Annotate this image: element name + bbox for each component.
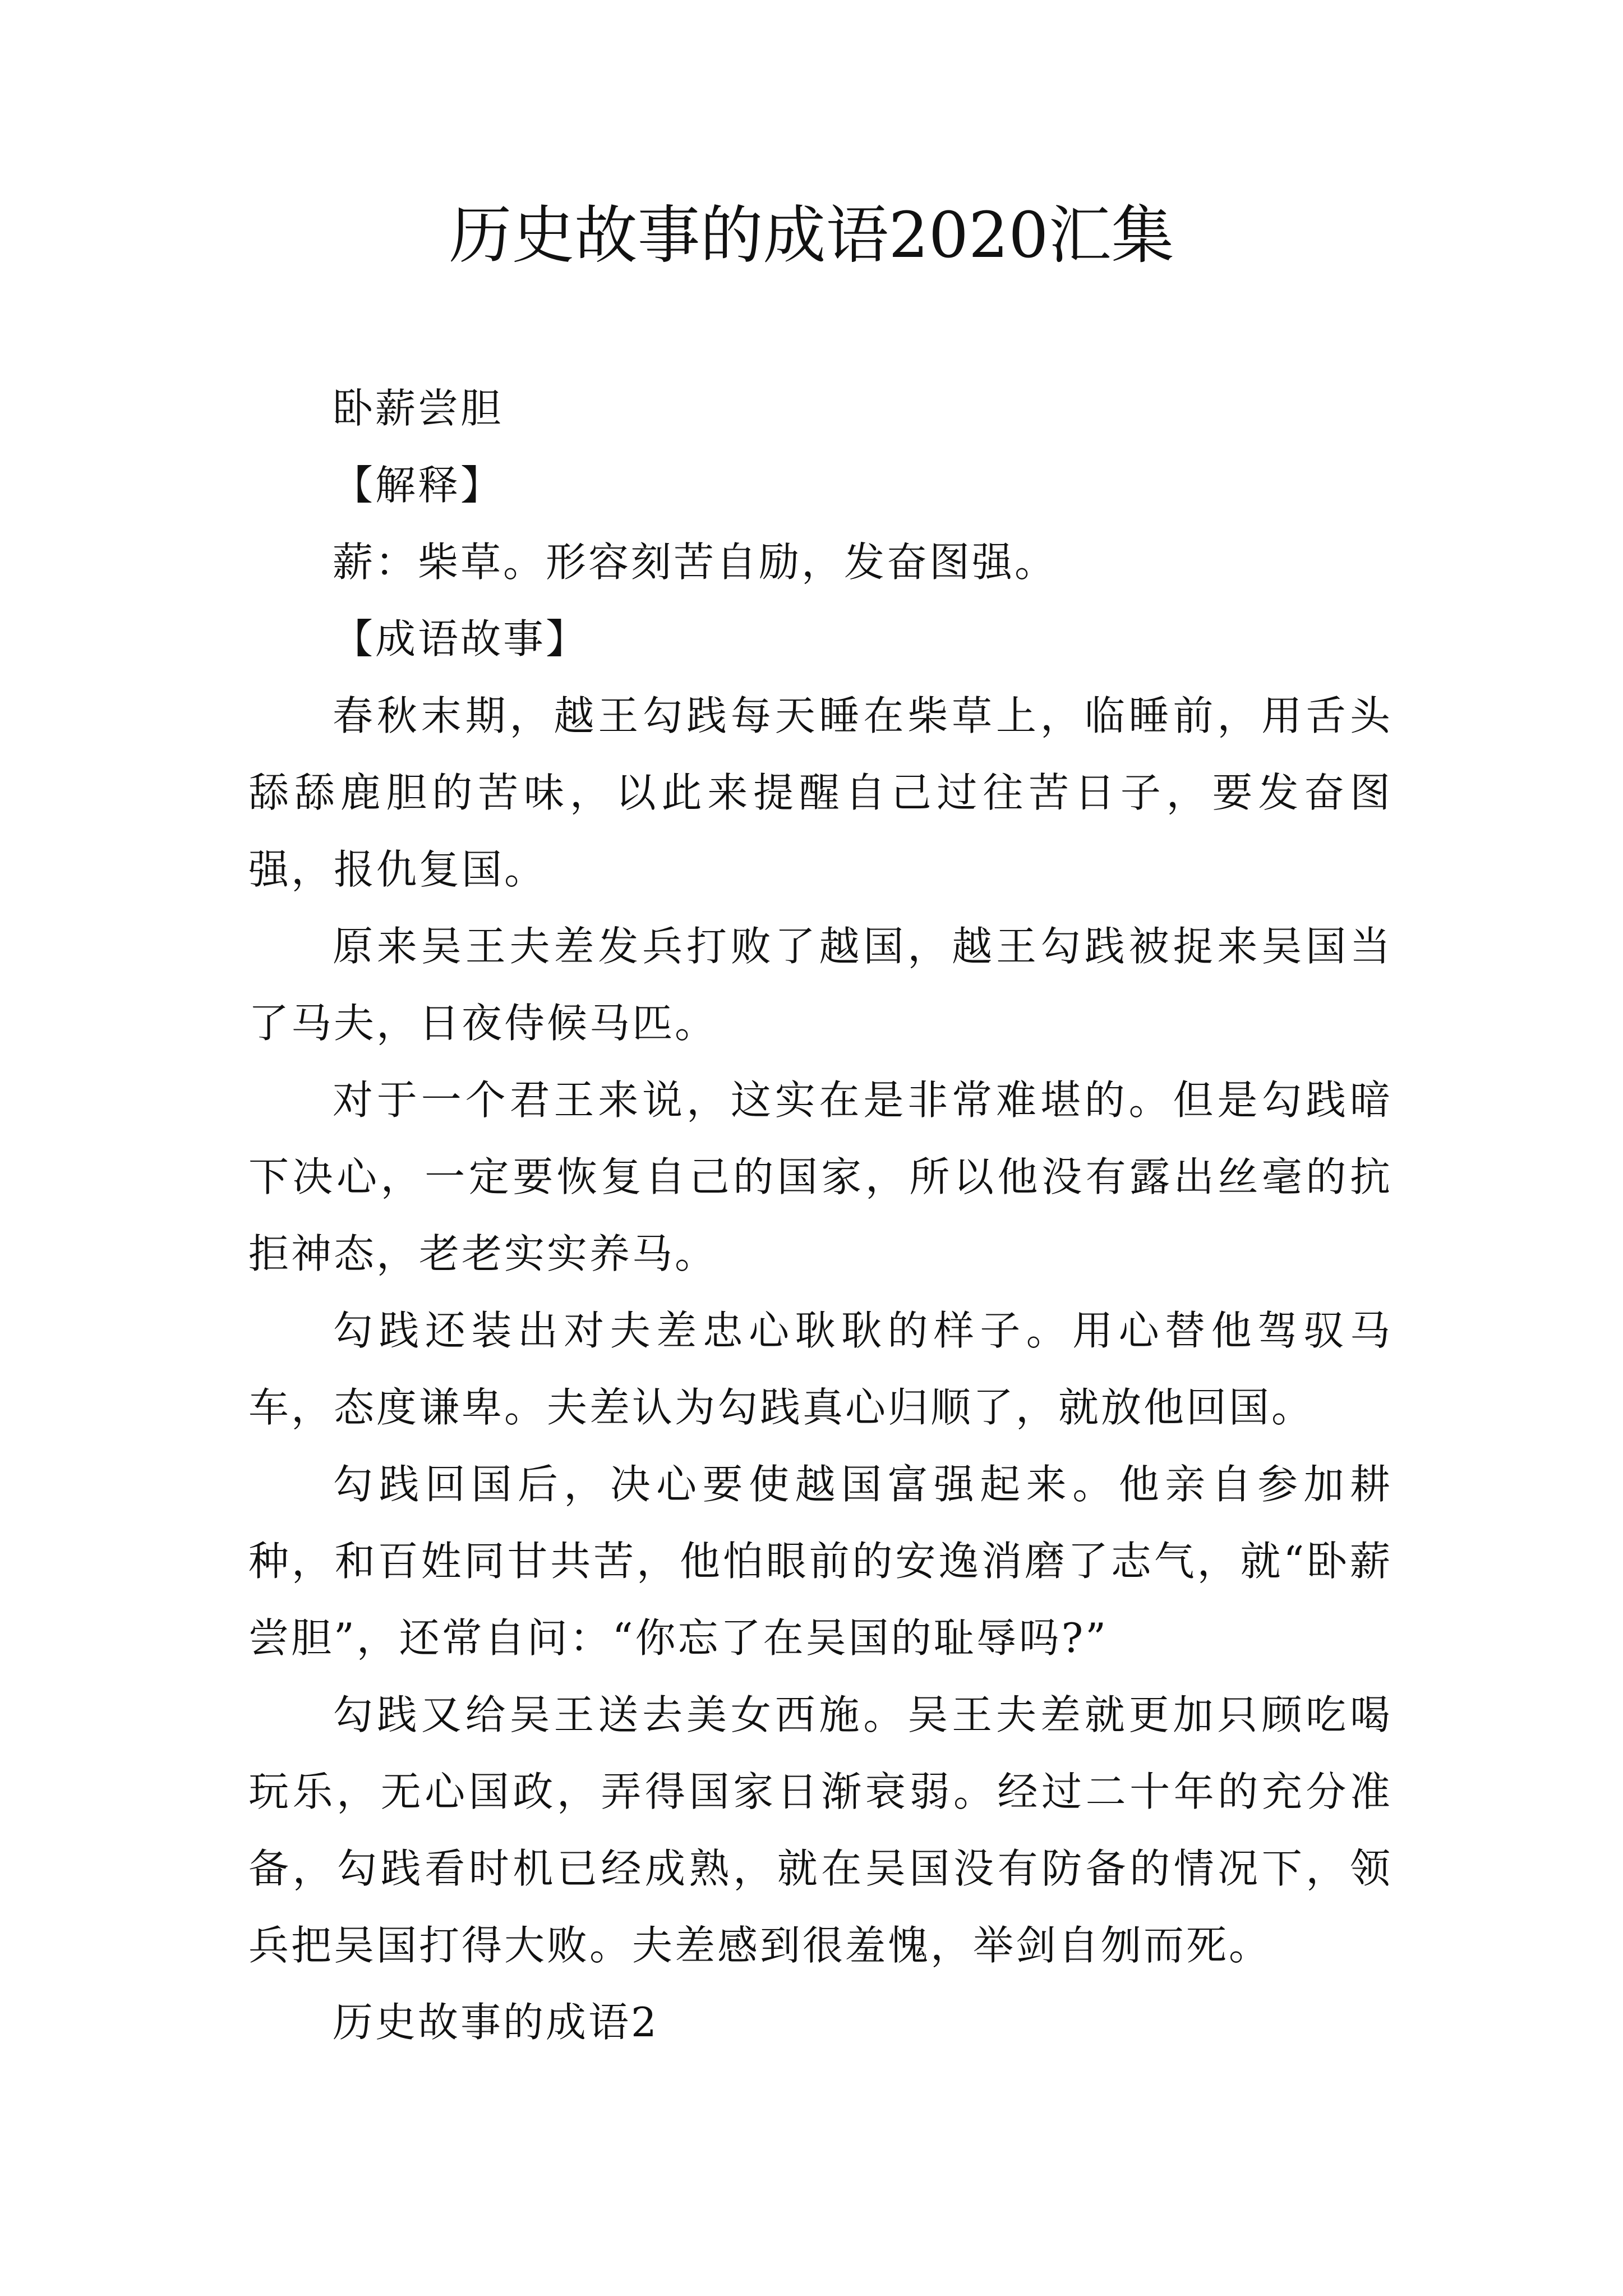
story-paragraph: 勾践又给吴王送去美女西施。吴王夫差就更加只顾吃喝玩乐，无心国政，弄得国家日渐衰弱。经过二十年的充分准备，勾践看时机已经成熟，就在吴国没有防备的情况下，领兵把吴国打得大败。夫差感到很羞愧，举剑自刎而死。 (248, 1691, 1393, 1969)
section-label-explanation: 【解释】 (333, 462, 504, 509)
story-paragraph: 勾践回国后，决心要使越国富强起来。他亲自参加耕种，和百姓同甘共苦，他怕眼前的安逸消磨了志气，就“卧薪尝胆”，还常自问：“你忘了在吴国的耻辱吗?” (248, 1461, 1393, 1662)
idiom-heading: 卧薪尝胆 (333, 385, 504, 432)
story-paragraph: 原来吴王夫差发兵打败了越国，越王勾践被捉来吴国当了马夫，日夜侍候马匹。 (248, 923, 1393, 1047)
next-section-heading: 历史故事的成语2 (333, 1999, 659, 2046)
document-body (248, 370, 1393, 2061)
story-paragraph: 春秋末期，越王勾践每天睡在柴草上，临睡前，用舌头舔舔鹿胆的苦味，以此来提醒自己过往苦日子，要发奋图强，报仇复国。 (248, 692, 1393, 893)
explanation-text: 薪：柴草。形容刻苦自励，发奋图强。 (333, 539, 1058, 586)
story-paragraph: 对于一个君王来说，这实在是非常难堪的。但是勾践暗下决心，一定要恢复自己的国家，所以他没有露出丝毫的抗拒神态，老老实实养马。 (248, 1076, 1393, 1277)
story-paragraph: 勾践还装出对夫差忠心耿耿的样子。用心替他驾驭马车，态度谦卑。夫差认为勾践真心归顺了，就放他回国。 (248, 1307, 1393, 1431)
section-label-story: 【成语故事】 (333, 615, 589, 662)
document-title: 历史故事的成语2020汇集 (449, 199, 1174, 272)
